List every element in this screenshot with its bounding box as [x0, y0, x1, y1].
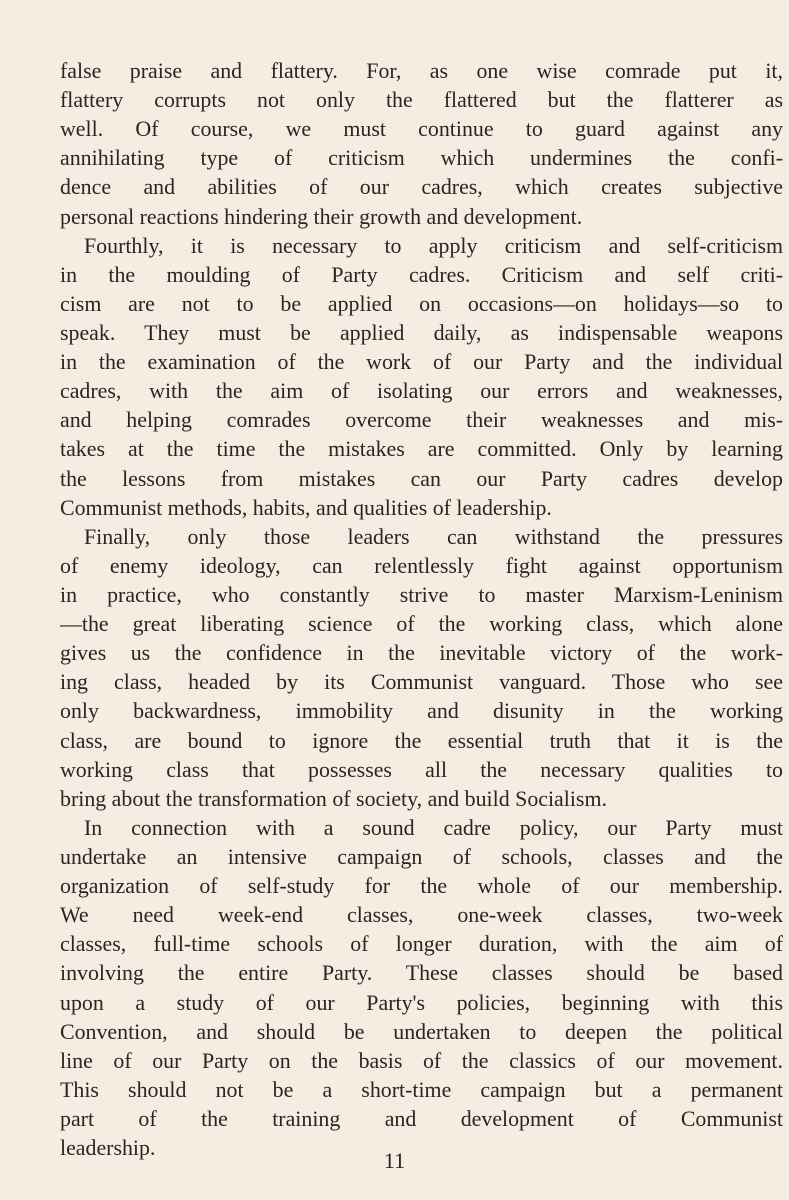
text-line: Fourthly, it is necessary to apply criticism and self-criticism: [84, 232, 783, 258]
text-line: personal reactions hindering their growth and development.: [60, 203, 583, 229]
text-line: in the moulding of Party cadres. Criticism and self criti-: [60, 261, 783, 287]
text-line: We need week-end classes, one-week classes, two-week: [60, 902, 783, 928]
text-line: in practice, who constantly strive to master Marxism-Leninism: [60, 581, 783, 607]
text-line: annihilating type of criticism which undermines the confi-: [60, 145, 783, 171]
text-line: leadership.: [60, 1135, 156, 1161]
text-line: cism are not to be applied on occasions—on holidays—so to: [60, 290, 783, 316]
text-line: flattery corrupts not only the flattered but the flatterer as: [60, 87, 783, 113]
text-line: cadres, with the aim of isolating our errors and weaknesses,: [60, 378, 783, 404]
text-line: involving the entire Party. These classes should be based: [60, 960, 783, 986]
text-line: Finally, only those leaders can withstand the pressures: [84, 523, 783, 549]
text-line: false praise and flattery. For, as one wise comrade put it,: [60, 58, 783, 83]
text-line: speak. They must be applied daily, as indispensable weapons: [60, 319, 783, 345]
text-line: Convention, and should be undertaken to deepen the political: [60, 1018, 783, 1044]
text-line: in the examination of the work of our Party and the individual: [60, 349, 783, 375]
text-line: gives us the confidence in the inevitable victory of the work-: [60, 640, 783, 666]
text-line: class, are bound to ignore the essential truth that it is the: [60, 727, 783, 753]
text-line: the lessons from mistakes can our Party cadres develop: [60, 465, 783, 491]
text-line: well. Of course, we must continue to guard against any: [60, 116, 783, 142]
text-line: ing class, headed by its Communist vanguard. Those who see: [60, 669, 783, 695]
text-line: This should not be a short-time campaign but a permanent: [60, 1076, 783, 1102]
body-text: [60, 56, 783, 1162]
text-line: working class that possesses all the necessary qualities to: [60, 756, 783, 782]
text-line: takes at the time the mistakes are committed. Only by learning: [60, 436, 783, 462]
text-line: bring about the transformation of society, and build Socialism.: [60, 785, 607, 811]
text-line: and helping comrades overcome their weaknesses and mis-: [60, 407, 783, 433]
text-line: undertake an intensive campaign of schools, classes and the: [60, 843, 783, 869]
text-line: dence and abilities of our cadres, which creates subjective: [60, 174, 783, 200]
text-line: of enemy ideology, can relentlessly fight against opportunism: [60, 552, 783, 578]
page-number: 11: [383, 1148, 406, 1173]
text-line: classes, full-time schools of longer duration, with the aim of: [60, 931, 783, 957]
text-line: part of the training and development of Communist: [60, 1105, 783, 1131]
text-line: upon a study of our Party's policies, beginning with this: [60, 989, 783, 1015]
text-line: only backwardness, immobility and disunity in the working: [60, 698, 783, 724]
text-line: Communist methods, habits, and qualities of leadership.: [60, 494, 552, 520]
text-line: In connection with a sound cadre policy, our Party must: [84, 814, 783, 840]
text-line: organization of self-study for the whole of our membership.: [60, 873, 783, 899]
text-line: line of our Party on the basis of the classics of our movement.: [60, 1047, 783, 1073]
text-line: —the great liberating science of the working class, which alone: [60, 611, 783, 637]
